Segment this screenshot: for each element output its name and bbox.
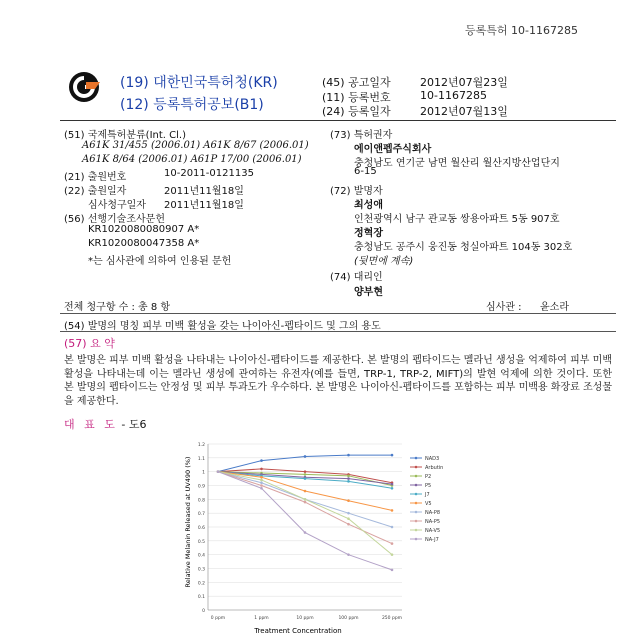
representative-label: 대 표 도 [64,418,118,431]
abstract-text: 본 발명은 피부 미백 활성을 나타내는 나이아신-펩타이드를 제공한다. 본 발명의 펩타이드는 멜라닌 생성을 억제하여 피부 미백 활성을 나타내는데 이는 멜라닌 생성에 관여하는 유전자(예를 들면, TRP-1, TRP-2, MIFT)의 발현 억제에 의한 것이다. 또한 본 발명의 펩타이드는 안정성 및 피부 투과도가 우수하다. 본 발명은 나이아신-펩타이드를 포함하는 피부 미백용 화장료 조성물을 제공한다. [64,355,612,407]
chart-data-point [391,569,394,572]
chart-legend-marker [415,484,418,487]
chart-y-tick-label: 0 [202,609,205,614]
chart-legend-label: NA-J7 [425,537,439,543]
chart-data-point [347,499,350,502]
chart-x-tick-label: 250 ppm [381,616,403,621]
patentee-name: 에이앤펩주식회사 [354,144,432,155]
melanin-chart [180,432,472,636]
application-number: 10-2011-0121135 [164,168,254,179]
registration-date-label: (24) 등록일자 [322,105,391,118]
chart-data-point [347,480,350,483]
chart-legend-label: P5 [425,483,432,489]
chart-data-point [347,475,350,478]
chart-data-point [217,470,220,473]
chart-data-point [260,481,263,484]
announcement-date: 2012년07월23일 [420,76,508,89]
chart-legend-marker [415,475,418,478]
prior-art-1: KR1020080080907 A* [88,224,200,235]
publication-type: (12) 등록특허공보(B1) [120,97,264,113]
chart-data-point [391,487,394,490]
chart-legend-marker [415,511,418,514]
chart-legend-marker [415,502,418,505]
claims-count: 전체 청구항 수 : 총 8 항 [64,302,171,313]
chart-data-point [391,483,394,486]
examiner-name: 윤소라 [540,302,569,313]
inventor-label: (72) 발명자 [330,186,383,197]
inventor-1-name: 최성애 [354,200,383,211]
chart-data-point [260,487,263,490]
chart-y-tick-label: 0.5 [197,539,205,545]
patentee-address-2: 6-15 [354,166,377,177]
chart-y-tick-label: 1.1 [197,456,205,462]
chart-legend-label: NA-P8 [425,510,441,516]
chart-legend-label: V5 [425,501,432,507]
continued-note: (뒷면에 계속) [354,256,414,267]
chart-data-point [347,512,350,515]
chart-legend-label: NA-V5 [425,528,441,534]
chart-legend-marker [415,466,418,469]
chart-series-line [218,472,392,570]
application-date-label: (22) 출원일자 [64,186,127,197]
chart-y-tick-label: 0.7 [197,512,205,518]
registration-number: 10-1167285 [420,89,487,102]
chart-data-point [304,490,307,493]
title-bottom-divider [60,331,616,332]
chart-legend-label: NA-P5 [425,519,441,525]
title-top-divider [60,313,616,314]
ipc-line-2: A61K 8/64 (2006.01) A61P 17/00 (2006.01) [82,154,302,165]
chart-grid [208,444,402,610]
invention-title: (54) 발명의 명칭 피부 미백 활성을 갖는 나이아신-펩타이드 및 그의 용도 [64,321,381,332]
chart-legend-label: NAD3 [425,456,440,462]
application-number-label: (21) 출원번호 [64,172,127,183]
chart-data-point [304,477,307,480]
prior-art-label: (56) 선행기술조사문헌 [64,214,165,225]
prior-art-note: *는 심사관에 의하여 인용된 문헌 [88,256,232,267]
chart-legend [410,456,443,543]
chart-data-point [304,498,307,501]
registration-number-label: (11) 등록번호 [322,91,391,104]
chart-data-point [347,517,350,520]
chart-x-tick-label: 10 ppm [296,616,314,621]
representative-figure [64,416,146,432]
chart-legend-marker [415,493,418,496]
chart-data-point [304,455,307,458]
chart-data-point [260,484,263,487]
registration-date: 2012년07월13일 [420,105,508,118]
chart-legend-marker [415,457,418,460]
chart-data-point [260,459,263,462]
chart-data-point [260,468,263,471]
chart-x-tick-label: 1 ppm [254,616,269,621]
kipo-logo [68,70,102,104]
chart-y-tick-label: 0.6 [197,526,205,531]
office-name: (19) 대한민국특허청(KR) [120,75,278,91]
chart-legend-label: P2 [425,474,432,480]
chart-y-tick-label: 1.2 [197,443,205,448]
chart-y-tick-label: 0.4 [197,553,205,559]
ipc-label: (51) 국제특허분류(Int. Cl.) [64,130,186,141]
exam-request-date: 2011년11월18일 [164,200,244,211]
agent-name: 양부현 [354,287,383,298]
chart-data-point [347,454,350,457]
chart-data-point [260,476,263,479]
agent-label: (74) 대리인 [330,272,383,283]
chart-y-tick-label: 1 [202,470,205,476]
chart-y-tick-label: 0.3 [197,567,205,573]
chart-y-tick-label: 0.8 [197,498,205,504]
prior-art-2: KR1020080047358 A* [88,238,200,249]
header-divider [60,120,616,121]
chart-y-axis-label: Relative Melanin Released at UV490 (%) [184,456,192,588]
application-date: 2011년11월18일 [164,186,244,197]
chart-legend-label: J7 [425,492,430,498]
chart-data-point [391,509,394,512]
representative-value: - 도6 [121,418,147,431]
chart-data-point [304,531,307,534]
chart-y-tick-label: 0.2 [197,581,205,587]
chart-x-tick-label: 100 ppm [338,616,359,621]
patentee-label: (73) 특허권자 [330,130,393,141]
chart-data-point [304,501,307,504]
examiner-label: 심사관 : [486,302,522,313]
ipc-line-1: A61K 31/455 (2006.01) A61K 8/67 (2006.01) [82,140,309,151]
chart-data-point [391,526,394,529]
chart-data-point [347,523,350,526]
chart-data-point [391,542,394,545]
chart-data-point [391,454,394,457]
chart-y-tick-label: 0.1 [197,595,205,601]
chart-data-point [347,477,350,480]
chart-data-point [304,473,307,476]
exam-request-date-label: 심사청구일자 [88,200,146,211]
registration-number-top: 등록특허 10-1167285 [465,24,578,37]
chart-data-point [391,553,394,556]
abstract-heading: (57) 요 약 [64,337,115,350]
chart-legend-marker [415,538,418,541]
inventor-2-address: 충청남도 공주시 웅진동 청실아파트 104동 302호 [354,242,573,253]
chart-legend-label: Arbutin [425,465,444,471]
chart-x-tick-label: 0 ppm [210,616,226,621]
chart-data-point [260,479,263,482]
chart-data-point [304,470,307,473]
chart-legend-marker [415,520,418,523]
inventor-2-name: 정혁장 [354,228,383,239]
chart-legend-marker [415,529,418,532]
chart-y-tick-label: 0.9 [197,484,205,490]
inventor-1-address: 인천광역시 남구 관교동 쌍용아파트 5동 907호 [354,214,560,225]
chart-data-point [347,553,350,556]
patentee-address-1: 충청남도 연기군 남면 월산리 월산지방산업단지 [354,158,560,169]
chart-x-axis-label: Treatment Concentration [254,627,342,635]
announcement-label: (45) 공고일자 [322,76,391,89]
chart-series [217,454,394,571]
